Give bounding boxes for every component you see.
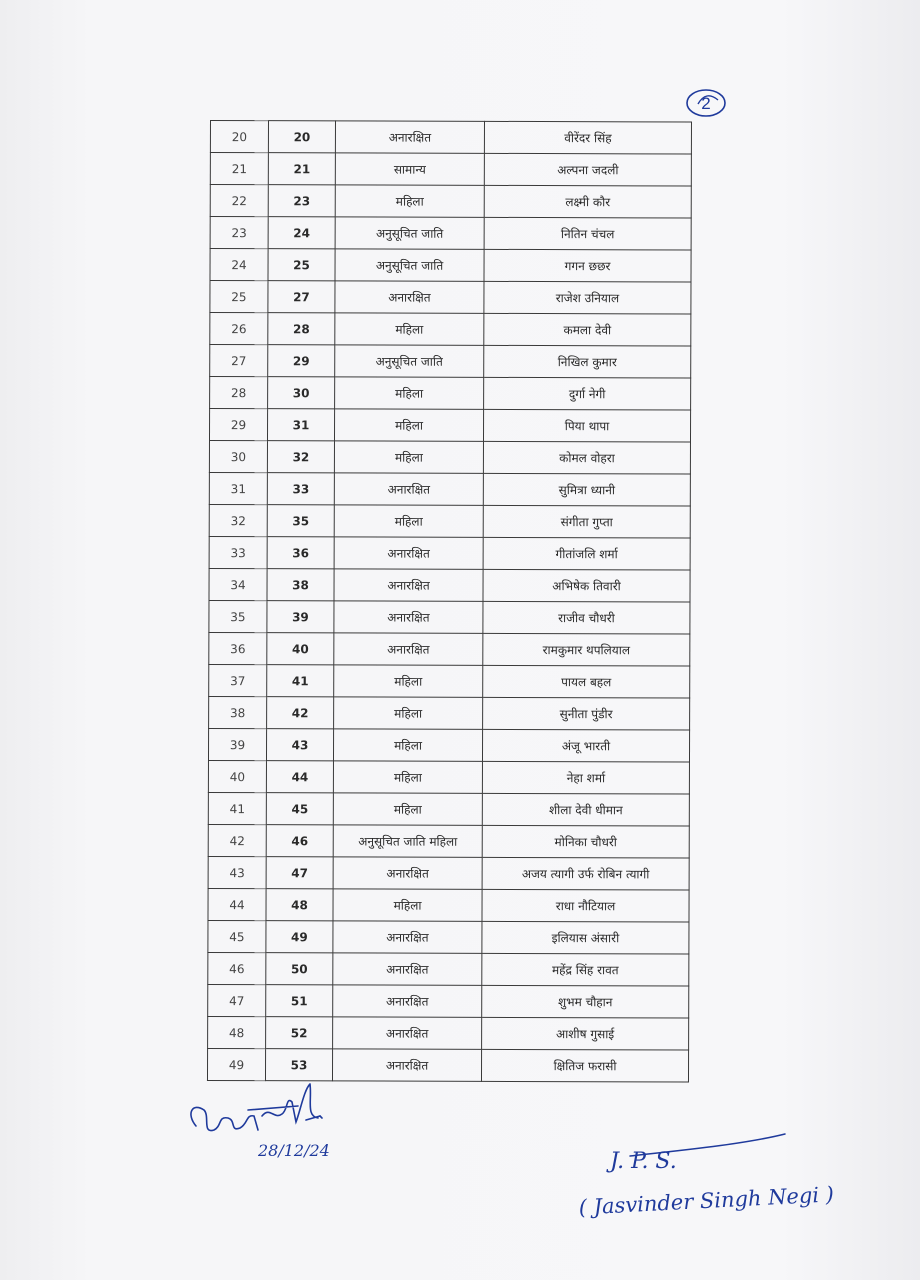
councillor-name-cell: गगन छछर bbox=[484, 249, 691, 282]
reservation-category-cell: महिला bbox=[333, 729, 482, 761]
councillor-name-cell: पिया थापा bbox=[483, 409, 690, 442]
ward-number-cell: 29 bbox=[268, 345, 335, 377]
serial-number-cell: 36 bbox=[209, 632, 267, 664]
reservation-category-cell: सामान्य bbox=[335, 153, 484, 185]
reservation-category-cell: अनारक्षित bbox=[334, 633, 483, 665]
reservation-category-cell: अनारक्षित bbox=[335, 281, 484, 313]
ward-number-cell: 32 bbox=[267, 441, 334, 473]
councillor-name-cell: आशीष गुसाई bbox=[482, 1017, 689, 1050]
reservation-category-cell: अनारक्षित bbox=[334, 601, 483, 633]
serial-number-cell: 38 bbox=[209, 696, 267, 728]
reservation-category-cell: महिला bbox=[335, 185, 484, 217]
table-row bbox=[210, 217, 691, 251]
reservation-category-cell: महिला bbox=[333, 761, 482, 793]
councillor-name-cell: वीरेंदर सिंह bbox=[484, 121, 691, 154]
ward-number-cell: 25 bbox=[268, 249, 335, 281]
ward-number-cell: 43 bbox=[266, 729, 333, 761]
serial-number-cell: 48 bbox=[208, 1016, 266, 1048]
ward-number-cell: 50 bbox=[266, 953, 333, 985]
serial-number-cell: 21 bbox=[210, 153, 268, 185]
reservation-category-cell: अनुसूचित जाति bbox=[335, 249, 484, 281]
table-row bbox=[208, 824, 689, 858]
table-row bbox=[210, 121, 691, 155]
table-row bbox=[209, 568, 690, 602]
table-row bbox=[209, 504, 690, 538]
table-row bbox=[210, 281, 691, 315]
table-row bbox=[208, 952, 689, 986]
councillor-name-cell: सुमित्रा ध्यानी bbox=[483, 473, 690, 506]
ward-number-cell: 20 bbox=[268, 121, 335, 153]
ward-number-cell: 38 bbox=[267, 569, 334, 601]
councillor-name-cell: निखिल कुमार bbox=[484, 345, 691, 378]
ward-number-cell: 44 bbox=[266, 761, 333, 793]
serial-number-cell: 22 bbox=[210, 185, 268, 217]
serial-number-cell: 43 bbox=[208, 856, 266, 888]
councillor-name-cell: मोनिका चौधरी bbox=[482, 825, 689, 858]
table-row bbox=[209, 600, 690, 634]
candidate-table-body bbox=[207, 121, 691, 1083]
left-signature bbox=[178, 1076, 358, 1166]
serial-number-cell: 25 bbox=[210, 281, 268, 313]
ward-number-cell: 42 bbox=[267, 697, 334, 729]
table-row bbox=[209, 696, 690, 730]
ward-number-cell: 45 bbox=[266, 793, 333, 825]
table-row bbox=[209, 664, 690, 698]
reservation-category-cell: महिला bbox=[334, 441, 483, 473]
reservation-category-cell: अनारक्षित bbox=[333, 985, 482, 1017]
table-row bbox=[208, 920, 689, 954]
table-row bbox=[208, 1016, 689, 1050]
ward-number-cell: 47 bbox=[266, 857, 333, 889]
councillor-name-cell: नितिन चंचल bbox=[484, 217, 691, 250]
table-row bbox=[209, 536, 690, 570]
serial-number-cell: 41 bbox=[208, 792, 266, 824]
reservation-category-cell: महिला bbox=[334, 409, 483, 441]
table-row bbox=[208, 856, 689, 890]
ward-number-cell: 23 bbox=[268, 185, 335, 217]
right-signature-initials: J. P. S. bbox=[610, 1149, 677, 1174]
reservation-category-cell: अनारक्षित bbox=[334, 537, 483, 569]
serial-number-cell: 45 bbox=[208, 920, 266, 952]
serial-number-cell: 27 bbox=[210, 345, 268, 377]
table-row bbox=[209, 472, 690, 506]
reservation-category-cell: अनारक्षित bbox=[333, 953, 482, 985]
ward-number-cell: 21 bbox=[268, 153, 335, 185]
councillor-name-cell: सुनीता पुंडीर bbox=[483, 697, 690, 730]
left-signature-date: 28/12/24 bbox=[258, 1141, 330, 1160]
ward-number-cell: 39 bbox=[267, 601, 334, 633]
councillor-name-cell: राजीव चौधरी bbox=[483, 601, 690, 634]
councillor-name-cell: राजेश उनियाल bbox=[484, 281, 691, 314]
ward-number-cell: 30 bbox=[268, 377, 335, 409]
table-row bbox=[209, 441, 690, 475]
serial-number-cell: 46 bbox=[208, 952, 266, 984]
councillor-name-cell: महेंद्र सिंह रावत bbox=[482, 953, 689, 986]
ward-number-cell: 41 bbox=[267, 665, 334, 697]
reservation-category-cell: अनारक्षित bbox=[333, 921, 482, 953]
page-number: 2 bbox=[701, 94, 711, 113]
reservation-category-cell: महिला bbox=[334, 505, 483, 537]
reservation-category-cell: महिला bbox=[334, 665, 483, 697]
reservation-category-cell: महिला bbox=[333, 889, 482, 921]
table-row bbox=[208, 728, 689, 762]
ward-number-cell: 51 bbox=[266, 985, 333, 1017]
councillor-name-cell: अल्पना जदली bbox=[484, 153, 691, 186]
ward-number-cell: 35 bbox=[267, 505, 334, 537]
serial-number-cell: 47 bbox=[208, 984, 266, 1016]
table-row bbox=[208, 888, 689, 922]
councillor-name-cell: शीला देवी धीमान bbox=[482, 793, 689, 826]
councillor-name-cell: अजय त्यागी उर्फ रोबिन त्यागी bbox=[482, 857, 689, 890]
reservation-category-cell: अनुसूचित जाति महिला bbox=[333, 825, 482, 857]
serial-number-cell: 33 bbox=[209, 536, 267, 568]
councillor-name-cell: लक्ष्मी कौर bbox=[484, 185, 691, 218]
reservation-category-cell: अनुसूचित जाति bbox=[335, 217, 484, 249]
reservation-category-cell: महिला bbox=[334, 697, 483, 729]
table-row bbox=[210, 313, 691, 347]
table-row bbox=[210, 153, 691, 187]
ward-number-cell: 46 bbox=[266, 825, 333, 857]
councillor-name-cell: कोमल वोहरा bbox=[483, 441, 690, 474]
reservation-category-cell: अनारक्षित bbox=[333, 857, 482, 889]
serial-number-cell: 34 bbox=[209, 568, 267, 600]
councillor-name-cell: संगीता गुप्ता bbox=[483, 505, 690, 538]
serial-number-cell: 20 bbox=[210, 121, 268, 153]
serial-number-cell: 35 bbox=[209, 600, 267, 632]
councillor-name-cell: अभिषेक तिवारी bbox=[483, 569, 690, 602]
councillor-name-cell: अंजू भारती bbox=[482, 729, 689, 762]
councillor-name-cell: शुभम चौहान bbox=[482, 985, 689, 1018]
serial-number-cell: 23 bbox=[210, 217, 268, 249]
candidate-table bbox=[207, 120, 692, 1083]
table-row bbox=[210, 345, 691, 379]
table-row bbox=[210, 185, 691, 219]
table-row bbox=[208, 984, 689, 1018]
ward-number-cell: 24 bbox=[268, 217, 335, 249]
ward-number-cell: 49 bbox=[266, 921, 333, 953]
serial-number-cell: 32 bbox=[209, 504, 267, 536]
reservation-category-cell: अनुसूचित जाति bbox=[335, 345, 484, 377]
right-signature-name: ( Jasvinder Singh Negi ) bbox=[578, 1182, 835, 1220]
reservation-category-cell: अनारक्षित bbox=[334, 473, 483, 505]
serial-number-cell: 28 bbox=[210, 377, 268, 409]
councillor-name-cell: दुर्गा नेगी bbox=[484, 377, 691, 410]
councillor-name-cell: गीतांजलि शर्मा bbox=[483, 537, 690, 570]
councillor-name-cell: पायल बहल bbox=[483, 665, 690, 698]
table-row bbox=[208, 760, 689, 794]
serial-number-cell: 37 bbox=[209, 664, 267, 696]
serial-number-cell: 44 bbox=[208, 888, 266, 920]
reservation-category-cell: अनारक्षित bbox=[333, 1017, 482, 1049]
serial-number-cell: 29 bbox=[209, 409, 267, 441]
ward-number-cell: 52 bbox=[266, 1017, 333, 1049]
reservation-category-cell: अनारक्षित bbox=[334, 569, 483, 601]
table-row bbox=[209, 632, 690, 666]
ward-number-cell: 40 bbox=[267, 633, 334, 665]
councillor-name-cell: नेहा शर्मा bbox=[482, 761, 689, 794]
serial-number-cell: 42 bbox=[208, 824, 266, 856]
ward-number-cell: 33 bbox=[267, 473, 334, 505]
ward-number-cell: 27 bbox=[268, 281, 335, 313]
serial-number-cell: 40 bbox=[208, 760, 266, 792]
table-row bbox=[210, 249, 691, 283]
serial-number-cell: 26 bbox=[210, 313, 268, 345]
councillor-name-cell: कमला देवी bbox=[484, 313, 691, 346]
serial-number-cell: 30 bbox=[209, 441, 267, 473]
reservation-category-cell: महिला bbox=[335, 313, 484, 345]
councillor-name-cell: राधा नौटियाल bbox=[482, 889, 689, 922]
reservation-category-cell: अनारक्षित bbox=[335, 121, 484, 153]
councillor-name-cell: इलियास अंसारी bbox=[482, 921, 689, 954]
councillor-name-cell: रामकुमार थपलियाल bbox=[483, 633, 690, 666]
table-row bbox=[209, 409, 690, 443]
ward-number-cell: 31 bbox=[267, 409, 334, 441]
councillor-name-cell: क्षितिज फरासी bbox=[481, 1049, 688, 1082]
ward-number-cell: 28 bbox=[268, 313, 335, 345]
serial-number-cell: 39 bbox=[208, 728, 266, 760]
serial-number-cell: 31 bbox=[209, 472, 267, 504]
table-row bbox=[210, 377, 691, 411]
ward-number-cell: 36 bbox=[267, 537, 334, 569]
reservation-category-cell: अनारक्षित bbox=[332, 1049, 481, 1081]
page-number-mark bbox=[684, 86, 728, 120]
reservation-category-cell: महिला bbox=[335, 377, 484, 409]
ward-number-cell: 48 bbox=[266, 889, 333, 921]
serial-number-cell: 49 bbox=[207, 1048, 265, 1080]
reservation-category-cell: महिला bbox=[333, 793, 482, 825]
right-signature bbox=[575, 1130, 845, 1230]
ward-number-cell: 53 bbox=[265, 1049, 332, 1081]
table-row bbox=[208, 792, 689, 826]
serial-number-cell: 24 bbox=[210, 249, 268, 281]
